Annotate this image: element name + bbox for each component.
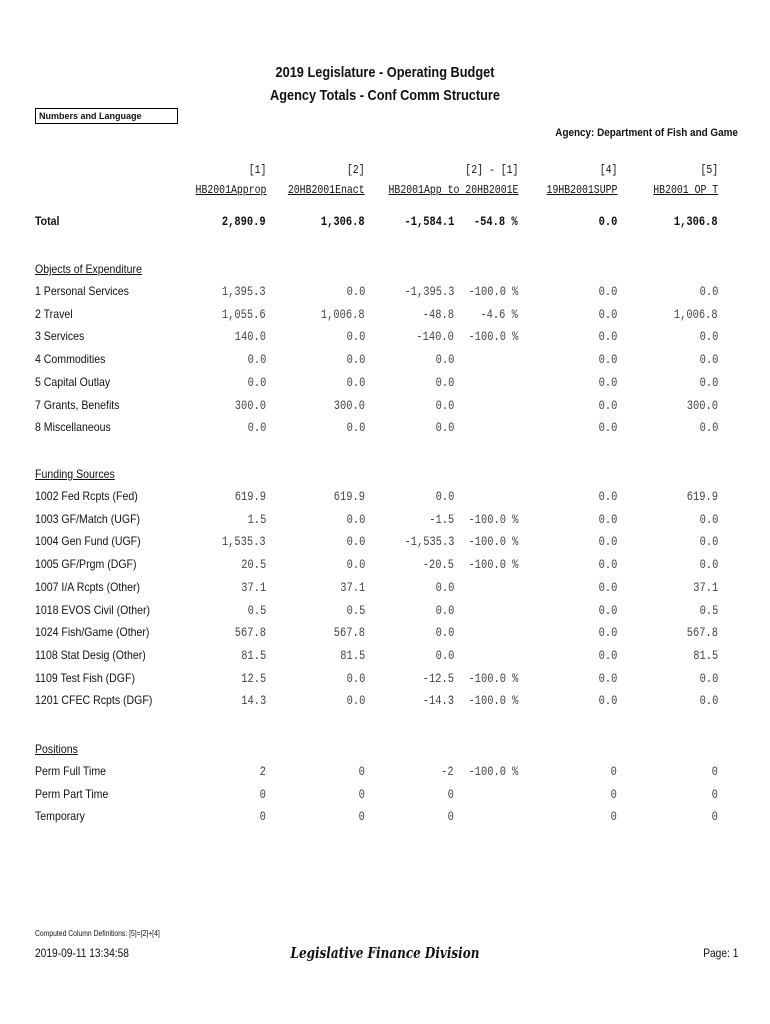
cell-c5: 0.0 [699, 671, 718, 686]
cell-c5: 0.0 [699, 329, 718, 344]
agency-name: Agency: Department of Fish and Game [555, 127, 738, 139]
report-title: 2019 Legislature - Operating Budget [275, 64, 495, 81]
section-heading: Objects of Expenditure [35, 262, 142, 276]
cell-diff: -1.5 [429, 512, 454, 527]
cell-c5: 567.8 [686, 625, 718, 640]
report-subtitle: Agency Totals - Conf Comm Structure [269, 87, 501, 104]
cell-diff: -48.8 [422, 307, 454, 322]
table-row [0, 329, 770, 351]
row-label: 1108 Stat Desig (Other) [35, 648, 146, 662]
cell-c4: 0.0 [598, 284, 617, 299]
cell-c4: 0.0 [598, 557, 617, 572]
row-label: 2 Travel [35, 307, 73, 321]
cell-diff: 0.0 [435, 352, 454, 367]
cell-c1: 2,890.9 [222, 214, 266, 229]
column-number: [2] - [1] [464, 163, 518, 177]
row-label: 1003 GF/Match (UGF) [35, 512, 141, 526]
column-header-4 [546, 160, 617, 200]
cell-c4: 0.0 [598, 375, 617, 390]
column-name: HB2001Approp [195, 183, 266, 197]
cell-c1: 1.5 [247, 512, 266, 527]
cell-c1: 0.5 [247, 603, 266, 618]
cell-c1: 1,535.3 [222, 534, 266, 549]
cell-c5: 1,006.8 [674, 307, 718, 322]
cell-c1: 12.5 [241, 671, 266, 686]
cell-c4: 0.0 [598, 307, 617, 322]
cell-c1: 0 [259, 809, 266, 824]
cell-c2: 0.0 [346, 693, 365, 708]
table-row [0, 398, 770, 420]
row-label: 1005 GF/Prgm (DGF) [35, 557, 137, 571]
cell-diff: -140.0 [416, 329, 454, 344]
cell-diff: -2 [441, 764, 454, 779]
cell-c5: 619.9 [686, 489, 718, 504]
cell-c2: 0.0 [346, 329, 365, 344]
cell-pct: -100.0 % [468, 671, 518, 686]
row-label: Perm Full Time [35, 764, 107, 778]
cell-c2: 81.5 [340, 648, 365, 663]
cell-c4: 0 [610, 787, 617, 802]
cell-c2: 619.9 [333, 489, 365, 504]
cell-c5: 0.0 [699, 352, 718, 367]
cell-c1: 140.0 [234, 329, 266, 344]
cell-c5: 37.1 [693, 580, 718, 595]
row-label: 1 Personal Services [35, 284, 129, 298]
cell-c4: 0.0 [598, 420, 617, 435]
cell-c2: 0 [358, 787, 365, 802]
table-row [0, 603, 770, 625]
cell-c1: 0.0 [247, 375, 266, 390]
cell-c5: 0 [711, 764, 718, 779]
row-label: 5 Capital Outlay [35, 375, 111, 389]
cell-diff: 0.0 [435, 648, 454, 663]
cell-c2: 0 [358, 764, 365, 779]
cell-c2: 0.0 [346, 534, 365, 549]
cell-c4: 0.0 [598, 398, 617, 413]
cell-c4: 0.0 [598, 512, 617, 527]
section-heading: Positions [35, 742, 78, 756]
cell-diff: -1,535.3 [404, 534, 454, 549]
cell-c4: 0.0 [598, 534, 617, 549]
cell-pct: -100.0 % [468, 764, 518, 779]
page-number: Page: 1 [702, 946, 738, 960]
cell-pct: -54.8 % [474, 214, 518, 229]
cell-c2: 1,306.8 [321, 214, 365, 229]
row-label: 1002 Fed Rcpts (Fed) [35, 489, 138, 503]
cell-c5: 1,306.8 [674, 214, 718, 229]
cell-c5: 0.0 [699, 284, 718, 299]
table-row [0, 284, 770, 306]
table-row [0, 214, 770, 236]
row-label: 7 Grants, Benefits [35, 398, 120, 412]
cell-c1: 81.5 [241, 648, 266, 663]
cell-c1: 0.0 [247, 420, 266, 435]
cell-pct: -100.0 % [468, 512, 518, 527]
cell-pct: -100.0 % [468, 693, 518, 708]
row-label: 8 Miscellaneous [35, 420, 111, 434]
row-label: 1109 Test Fish (DGF) [35, 671, 135, 685]
cell-diff: 0.0 [435, 398, 454, 413]
cell-c2: 0 [358, 809, 365, 824]
cell-c5: 0.0 [699, 375, 718, 390]
cell-c2: 1,006.8 [321, 307, 365, 322]
cell-c5: 81.5 [693, 648, 718, 663]
cell-c1: 20.5 [241, 557, 266, 572]
cell-diff: 0.0 [435, 580, 454, 595]
table-row [0, 375, 770, 397]
column-number: [2] [347, 163, 365, 177]
table-row [0, 512, 770, 534]
cell-c4: 0.0 [598, 489, 617, 504]
table-row [0, 693, 770, 715]
column-header-3 [388, 160, 518, 200]
cell-c2: 0.0 [346, 352, 365, 367]
cell-c2: 567.8 [333, 625, 365, 640]
cell-c4: 0.0 [598, 625, 617, 640]
cell-c4: 0.0 [598, 648, 617, 663]
cell-c1: 1,395.3 [222, 284, 266, 299]
table-row [0, 580, 770, 602]
cell-c1: 2 [259, 764, 266, 779]
cell-diff: 0.0 [435, 420, 454, 435]
column-number: [4] [599, 163, 617, 177]
row-label: 1018 EVOS Civil (Other) [35, 603, 151, 617]
column-definitions: Computed Column Definitions: [5]=[2]+[4] [35, 929, 160, 938]
cell-diff: 0.0 [435, 375, 454, 390]
cell-diff: -1,395.3 [404, 284, 454, 299]
row-label: 1004 Gen Fund (UGF) [35, 534, 141, 548]
cell-c5: 300.0 [686, 398, 718, 413]
cell-c4: 0.0 [598, 329, 617, 344]
row-label: 1201 CFEC Rcpts (DGF) [35, 693, 153, 707]
table-row [0, 764, 770, 786]
cell-diff: 0.0 [435, 489, 454, 504]
column-header-2 [288, 160, 365, 200]
cell-diff: -1,584.1 [404, 214, 454, 229]
table-row [0, 625, 770, 647]
cell-c1: 0.0 [247, 352, 266, 367]
column-name: HB2001 OP T [653, 183, 718, 197]
row-label: 3 Services [35, 329, 85, 343]
table-row [0, 787, 770, 809]
row-label: 4 Commodities [35, 352, 106, 366]
table-row [0, 671, 770, 693]
cell-c4: 0.0 [598, 603, 617, 618]
cell-diff: 0 [447, 809, 454, 824]
cell-c2: 37.1 [340, 580, 365, 595]
cell-pct: -100.0 % [468, 329, 518, 344]
cell-c2: 0.0 [346, 375, 365, 390]
cell-c1: 1,055.6 [222, 307, 266, 322]
cell-pct: -4.6 % [480, 307, 518, 322]
cell-c4: 0.0 [598, 671, 617, 686]
cell-diff: -20.5 [422, 557, 454, 572]
cell-c4: 0.0 [598, 352, 617, 367]
cell-c1: 14.3 [241, 693, 266, 708]
cell-c2: 300.0 [333, 398, 365, 413]
cell-pct: -100.0 % [468, 284, 518, 299]
column-header-1 [195, 160, 266, 200]
cell-c5: 0 [711, 809, 718, 824]
cell-c4: 0 [610, 809, 617, 824]
cell-c5: 0.0 [699, 512, 718, 527]
cell-c4: 0 [610, 764, 617, 779]
cell-c1: 300.0 [234, 398, 266, 413]
cell-diff: 0 [447, 787, 454, 802]
cell-diff: -14.3 [422, 693, 454, 708]
numbers-language-box: Numbers and Language [35, 108, 178, 124]
table-row [0, 352, 770, 374]
cell-c2: 0.0 [346, 557, 365, 572]
cell-c1: 37.1 [241, 580, 266, 595]
column-number: [1] [248, 163, 266, 177]
cell-diff: 0.0 [435, 625, 454, 640]
division-name: Legislative Finance Division [290, 944, 480, 962]
row-label: 1024 Fish/Game (Other) [35, 625, 150, 639]
cell-c5: 0.0 [699, 557, 718, 572]
column-name: HB2001App to 20HB2001E [388, 183, 518, 197]
cell-c1: 567.8 [234, 625, 266, 640]
cell-c5: 0.0 [699, 534, 718, 549]
cell-c4: 0.0 [598, 580, 617, 595]
table-row [0, 648, 770, 670]
section-heading: Funding Sources [35, 467, 115, 481]
report-timestamp: 2019-09-11 13:34:58 [35, 946, 129, 960]
cell-c2: 0.5 [346, 603, 365, 618]
table-row [0, 489, 770, 511]
row-label: 1007 I/A Rcpts (Other) [35, 580, 141, 594]
table-row [0, 809, 770, 831]
column-number: [5] [700, 163, 718, 177]
cell-c5: 0.0 [699, 420, 718, 435]
cell-pct: -100.0 % [468, 557, 518, 572]
column-header-5 [653, 160, 718, 200]
cell-diff: -12.5 [422, 671, 454, 686]
cell-c1: 619.9 [234, 489, 266, 504]
cell-c2: 0.0 [346, 671, 365, 686]
cell-c5: 0 [711, 787, 718, 802]
row-label: Total [35, 214, 60, 228]
cell-c5: 0.0 [699, 693, 718, 708]
cell-pct: -100.0 % [468, 534, 518, 549]
cell-c5: 0.5 [699, 603, 718, 618]
cell-c2: 0.0 [346, 284, 365, 299]
row-label: Perm Part Time [35, 787, 109, 801]
cell-c4: 0.0 [598, 214, 617, 229]
column-name: 19HB2001SUPP [546, 183, 617, 197]
row-label: Temporary [35, 809, 85, 823]
cell-c4: 0.0 [598, 693, 617, 708]
cell-c2: 0.0 [346, 512, 365, 527]
cell-diff: 0.0 [435, 603, 454, 618]
column-name: 20HB2001Enact [288, 183, 365, 197]
table-row [0, 307, 770, 329]
table-row [0, 534, 770, 556]
cell-c1: 0 [259, 787, 266, 802]
table-row [0, 420, 770, 442]
cell-c2: 0.0 [346, 420, 365, 435]
table-row [0, 557, 770, 579]
